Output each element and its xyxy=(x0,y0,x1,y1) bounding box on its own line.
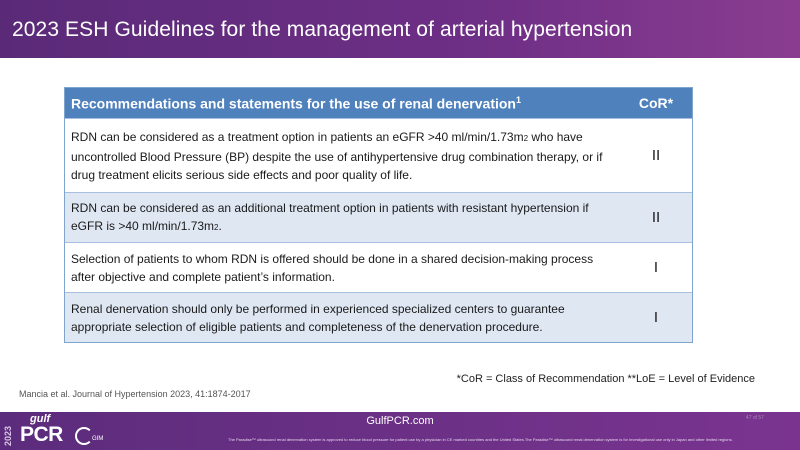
heading-reference-sup: 1 xyxy=(516,94,522,105)
citation: Mancia et al. Journal of Hypertension 2023, 41:1874-2017 xyxy=(19,389,251,399)
slide-header xyxy=(0,0,800,58)
table-heading-text: Recommendations and statements for the use of renal denervation xyxy=(71,95,516,112)
subscript: 2 xyxy=(523,133,529,143)
recommendation-text xyxy=(65,128,620,184)
logo-pcr-text: PCR xyxy=(20,423,63,446)
table-row xyxy=(65,192,692,242)
page-number: 47 of 57 xyxy=(745,415,764,421)
recommendation-text-part: who have uncontrolled Blood Pressure (BP) despite the use of antihypertensive drug combination therapy, or if drug treatment elicits serious side effects and poor quality of life. xyxy=(71,129,603,182)
logo-ring-icon xyxy=(75,427,93,445)
table-heading xyxy=(65,95,620,112)
table-row xyxy=(65,292,692,342)
slide-footer xyxy=(0,412,800,450)
table-row xyxy=(65,118,692,192)
footer-disclaimer: The Paradise™ ultrasound renal denervation system is approved to reduce blood pressure for patient use by a physician in CE marked countries and the United States.The Paradise™ ultrasound renal denervation system is for investigational use only in Japan and other limited regions. xyxy=(228,437,733,442)
table-header-row xyxy=(65,88,692,118)
recommendation-text xyxy=(65,250,620,286)
table-row xyxy=(65,242,692,292)
slide-title: 2023 ESH Guidelines for the management of arterial hypertension xyxy=(12,18,633,41)
recommendations-table xyxy=(64,87,693,343)
cor-footnote: *CoR = Class of Recommendation **LoE = Level of Evidence xyxy=(456,373,755,385)
cor-value: I xyxy=(653,259,659,276)
recommendation-text-part: RDN can be considered as a treatment option in patients an eGFR >40 ml/min/1.73m xyxy=(71,129,524,144)
subscript: 2 xyxy=(214,222,219,232)
footer-website: GulfPCR.com xyxy=(366,415,434,427)
recommendation-text-part: RDN can be considered as an additional treatment option in patients with resistant hypertension if eGFR is >40 ml/min/1.73m xyxy=(71,200,589,233)
recommendation-text-part: Renal denervation should only be performed in experienced specialized centers to guarantee appropriate selection of eligible patients and completeness of the denervation procedure. xyxy=(71,301,565,334)
cor-heading: CoR* xyxy=(638,95,674,111)
recommendation-text xyxy=(65,300,620,336)
recommendation-text-part: Selection of patients to whom RDN is offered should be done in a shared decision-making process after objective and complete patient’s information. xyxy=(71,251,594,284)
cor-value: II xyxy=(651,209,661,226)
logo-gulf-text: gulf xyxy=(30,413,51,425)
recommendation-text-part: . xyxy=(218,218,222,233)
cor-value: II xyxy=(651,147,661,164)
logo-year: 2023 xyxy=(3,425,13,446)
logo-gim-text: GIM xyxy=(92,436,104,442)
recommendation-text xyxy=(65,199,620,237)
cor-value: I xyxy=(653,309,659,326)
